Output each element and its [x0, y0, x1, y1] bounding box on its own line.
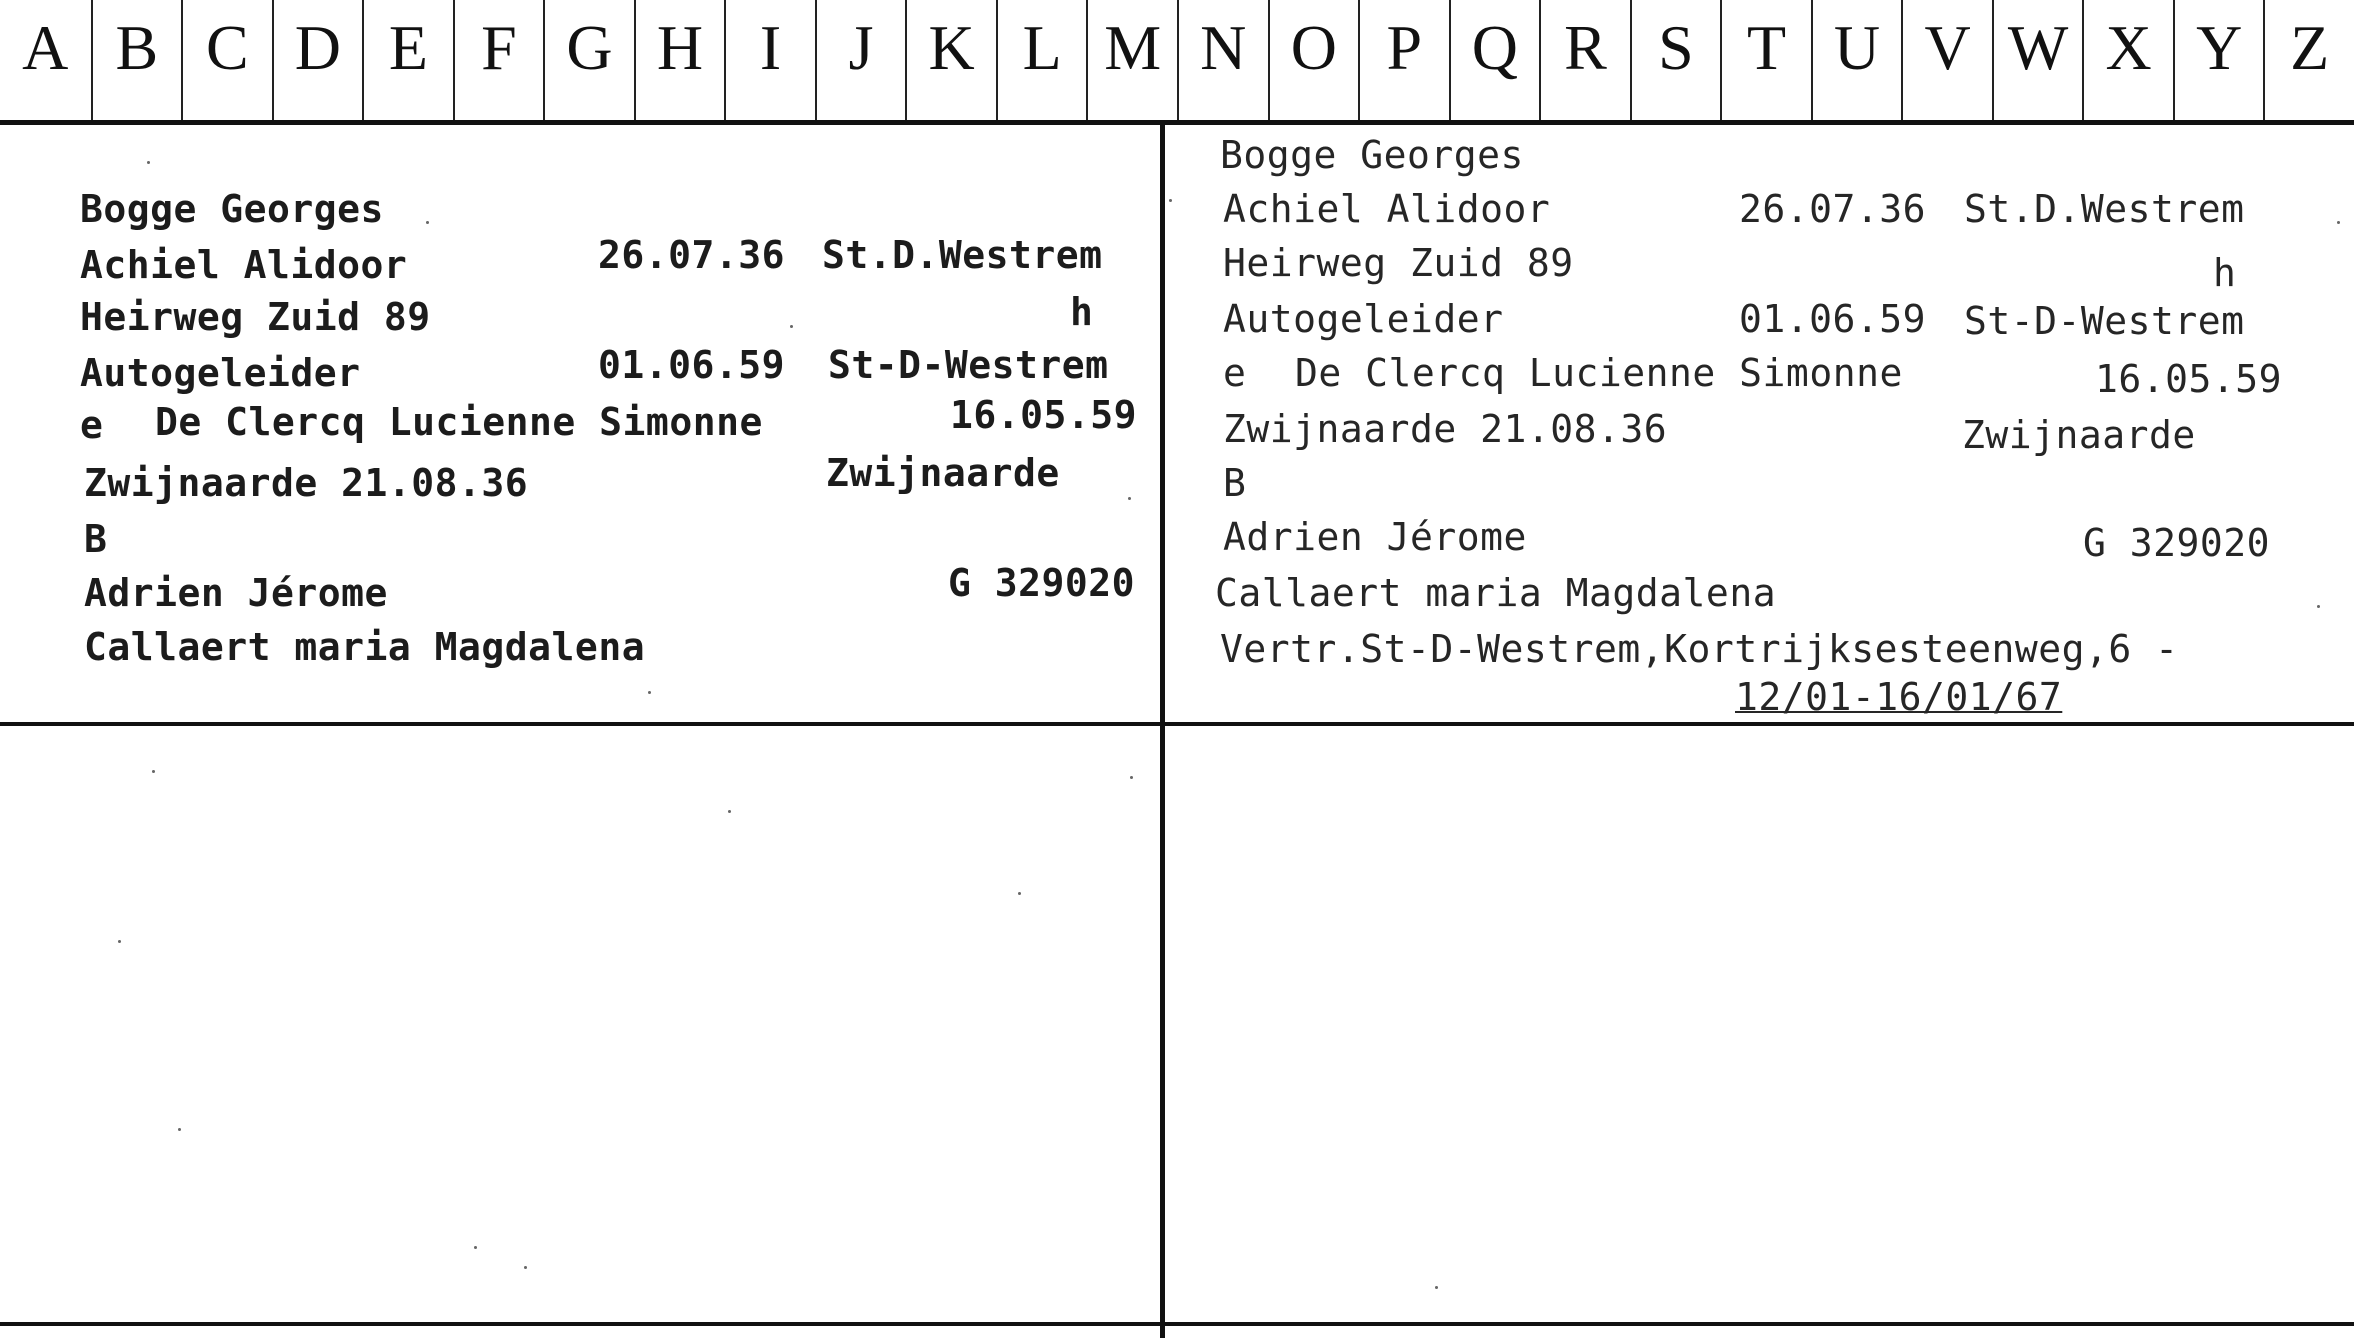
index-tab-y — [2173, 0, 2264, 120]
index-tab-a — [0, 0, 91, 120]
index-letter: C — [205, 12, 249, 83]
card-marker-h: h — [2213, 251, 2237, 295]
index-letter: J — [848, 12, 874, 83]
index-tab-d — [272, 0, 363, 120]
alphabet-index-strip — [0, 0, 2354, 120]
index-tab-c — [181, 0, 272, 120]
index-letter: K — [928, 12, 975, 83]
card-departure-dates: 12/01-16/01/67 — [1735, 675, 2063, 719]
card-mother: Callaert maria Magdalena — [84, 625, 646, 669]
card-father: Adrien Jérome — [84, 571, 388, 615]
card-occupation: Autogeleider — [80, 351, 361, 395]
index-tab-o — [1268, 0, 1359, 120]
card-marriage-date: 16.05.59 — [2095, 357, 2283, 401]
card-occupation: Autogeleider — [1223, 297, 1504, 341]
index-tab-s — [1630, 0, 1721, 120]
card-registration-place: St-D-Westrem — [1964, 299, 2245, 343]
paper-speck — [790, 325, 793, 328]
paper-speck — [147, 161, 150, 164]
card-letter-b: B — [1223, 461, 1247, 505]
card-departure: Vertr.St-D-Westrem,Kortrijksesteenweg,6 - — [1220, 627, 2179, 671]
index-tab-z — [2263, 0, 2354, 120]
index-tab-l — [996, 0, 1087, 120]
index-letter: E — [388, 12, 428, 83]
index-tab-m — [1086, 0, 1177, 120]
index-letter: R — [1564, 12, 1607, 83]
index-tab-u — [1811, 0, 1902, 120]
paper-speck — [426, 221, 429, 224]
card-registration-date: 01.06.59 — [598, 343, 786, 387]
index-letter: Y — [2196, 12, 2243, 83]
card-birth-place: St.D.Westrem — [822, 233, 1103, 277]
paper-speck — [1130, 776, 1133, 779]
index-letter: U — [1833, 12, 1881, 83]
card-spouse: De Clercq Lucienne Simonne — [1295, 351, 1903, 395]
index-letter: L — [1022, 12, 1062, 83]
index-tab-w — [1992, 0, 2083, 120]
index-letter: Z — [2290, 12, 2330, 83]
card-birth-date: 26.07.36 — [1739, 187, 1927, 231]
index-tab-n — [1177, 0, 1268, 120]
index-tab-v — [1901, 0, 1992, 120]
index-letter: F — [481, 12, 517, 83]
paper-speck — [2337, 221, 2340, 224]
blank-card-right — [1165, 726, 2354, 1322]
index-letter: V — [1924, 12, 1971, 83]
card-birth-date: 26.07.36 — [598, 233, 786, 277]
index-tab-k — [905, 0, 996, 120]
index-tab-j — [815, 0, 906, 120]
registration-card-right — [1165, 125, 2354, 722]
card-mother: Callaert maria Magdalena — [1215, 571, 1777, 615]
paper-speck — [728, 810, 731, 813]
index-letter: O — [1290, 12, 1337, 83]
index-tab-r — [1539, 0, 1630, 120]
index-letter: T — [1746, 12, 1787, 83]
paper-speck — [1169, 199, 1172, 202]
index-letter: M — [1104, 12, 1162, 83]
paper-speck — [648, 691, 651, 694]
index-tab-q — [1449, 0, 1540, 120]
card-file-number: G 329020 — [2083, 521, 2271, 565]
index-letter: Q — [1471, 12, 1518, 83]
card-letter-b: B — [84, 517, 108, 561]
card-surname: Bogge Georges — [80, 187, 384, 231]
paper-speck — [118, 940, 121, 943]
paper-speck — [1435, 1286, 1438, 1289]
index-tab-t — [1720, 0, 1811, 120]
index-letter: X — [2105, 12, 2152, 83]
index-letter: D — [294, 12, 341, 83]
card-marriage-date: 16.05.59 — [950, 393, 1138, 437]
index-letter: N — [1200, 12, 1247, 83]
paper-speck — [1128, 497, 1131, 500]
index-tab-p — [1358, 0, 1449, 120]
paper-speck — [1018, 892, 1021, 895]
card-spouse-birth: Zwijnaarde 21.08.36 — [1223, 407, 1668, 451]
card-spouse: De Clercq Lucienne Simonne — [155, 400, 763, 444]
index-tab-g — [543, 0, 634, 120]
card-address: Heirweg Zuid 89 — [80, 295, 431, 339]
registration-card-left — [0, 125, 1160, 722]
card-registration-date: 01.06.59 — [1739, 297, 1927, 341]
paper-speck — [2317, 605, 2320, 608]
index-letter: W — [2007, 12, 2069, 83]
card-given-names: Achiel Alidoor — [80, 243, 408, 287]
index-letter: S — [1658, 12, 1694, 83]
card-birth-place: St.D.Westrem — [1964, 187, 2245, 231]
card-spouse-prefix: e — [80, 403, 104, 447]
index-letter: A — [22, 12, 69, 83]
blank-card-left — [0, 726, 1160, 1322]
index-tab-b — [91, 0, 182, 120]
index-letter: H — [656, 12, 704, 83]
card-lower-rule-right — [1165, 1322, 2354, 1326]
paper-speck — [178, 1128, 181, 1131]
card-marriage-place: Zwijnaarde — [826, 451, 1060, 495]
index-tab-i — [724, 0, 815, 120]
paper-speck — [474, 1246, 477, 1249]
index-tab-x — [2082, 0, 2173, 120]
card-address: Heirweg Zuid 89 — [1223, 241, 1574, 285]
paper-speck — [152, 770, 155, 773]
index-tab-h — [634, 0, 725, 120]
paper-speck — [524, 1266, 527, 1269]
index-letter: I — [759, 12, 782, 83]
index-letter: G — [566, 12, 613, 83]
card-given-names: Achiel Alidoor — [1223, 187, 1551, 231]
card-spouse-prefix: e — [1223, 351, 1247, 395]
card-lower-rule-left — [0, 1322, 1160, 1326]
card-surname: Bogge Georges — [1220, 133, 1524, 177]
card-registration-place: St-D-Westrem — [828, 343, 1109, 387]
index-letter: B — [115, 12, 159, 83]
card-father: Adrien Jérome — [1223, 515, 1527, 559]
card-spouse-birth: Zwijnaarde 21.08.36 — [84, 461, 529, 505]
card-marriage-place: Zwijnaarde — [1962, 413, 2196, 457]
index-tab-f — [453, 0, 544, 120]
card-file-number: G 329020 — [948, 561, 1136, 605]
index-tab-e — [362, 0, 453, 120]
card-marker-h: h — [1070, 290, 1094, 334]
index-letter: P — [1386, 12, 1423, 83]
